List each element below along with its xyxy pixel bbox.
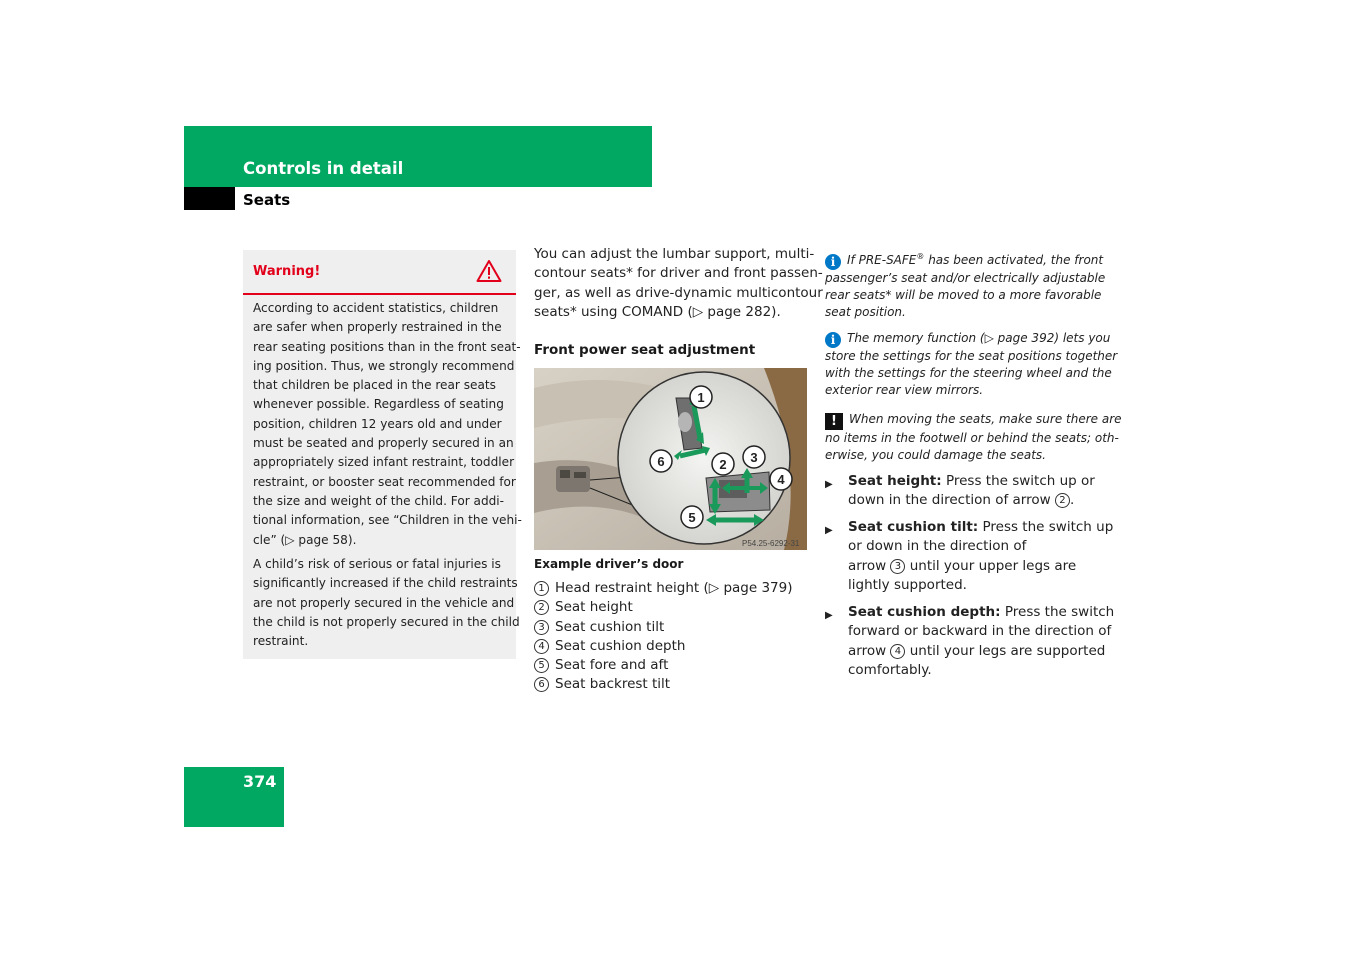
subsection-title: Seats: [243, 191, 291, 209]
info-note-presafe: [825, 249, 1105, 320]
bullet-text: arrow: [848, 558, 891, 574]
figure-caption: Example driver’s door: [534, 557, 684, 571]
bullet-seat-cushion-tilt: [825, 518, 1114, 598]
legend-text: Seat backrest tilt: [555, 676, 671, 692]
bullet-text: arrow: [848, 643, 891, 659]
legend-text: Seat height: [555, 599, 633, 615]
warning-box: [243, 250, 522, 659]
legend-item: [534, 599, 633, 615]
info-icon: i: [825, 332, 841, 348]
subsection-tab: [184, 187, 235, 210]
warning-paragraph-1: According to accident statistics, children are safer when properly restrained in the rear seating positions than in the front seat- ing position. Thus, we strongly recommend that children be placed in the rear seats whenever possible. Regardless of seating position, children 12 years old and under must be seated and properly secured in an appropriately sized infant restraint, toddler restraint, or booster seat recommended for the size and weight of the child. For addi- tional information, see “Children in the vehi- cle” (▷ page 58).: [253, 301, 522, 547]
legend-item: [534, 638, 685, 654]
callout-label-4: 4: [777, 472, 785, 487]
bullet-text: Press the switch up or: [941, 473, 1095, 489]
arrow-number: 4: [890, 644, 905, 659]
bullet-line: [848, 518, 1113, 537]
callout-label-6: 6: [657, 454, 665, 469]
caution-note-seats: [825, 411, 1122, 464]
bullet-line: comfortably.: [848, 662, 932, 678]
intro-text: You can adjust the lumbar support, multi- contour seats* for driver and front passen- ger, as well as drive-dynamic multicontour seats* using COMAND (▷ page 282).: [534, 246, 823, 321]
legend-number: 4: [534, 639, 549, 654]
bullet-text: until your legs are supported: [905, 643, 1106, 659]
legend-item: [534, 619, 664, 635]
bullet-arrow-icon: ▶: [825, 525, 833, 536]
bullet-line: [848, 642, 1105, 661]
legend-item: [534, 580, 793, 596]
note-text: has been activated, the front passenger’s seat and/or electrically adjustable rear seats* will be moved to a more favorable seat position.: [825, 253, 1106, 319]
legend-text: Head restraint height (▷ page 379): [555, 580, 793, 596]
legend-number: 6: [534, 677, 549, 692]
legend-item: [534, 676, 670, 692]
figure-code: P54.25-6292-31: [742, 539, 800, 548]
note-text: When moving the seats, make sure there are no items in the footwell or behind the seats; oth- erwise, you could damage the seats.: [825, 412, 1122, 462]
note-text: The memory function (▷ page 392) lets you store the settings for the seat positions together with the settings for the steering wheel and the exterior rear view mirrors.: [825, 331, 1118, 397]
bullet-text: until your upper legs are: [905, 558, 1077, 574]
exclamation-icon: !: [825, 413, 843, 430]
bullet-text: Press the switch: [1000, 604, 1115, 620]
arrow-number: 2: [1055, 493, 1070, 508]
arrow-number: 3: [890, 559, 905, 574]
warning-paragraph-2: A child’s risk of serious or fatal injuries is significantly increased if the child restraints are not properly secured in the vehicle and the child is not properly secured in the child restraint.: [253, 557, 520, 649]
bullet-line: or down in the direction of: [848, 538, 1027, 554]
bullet-seat-height: [825, 472, 1110, 512]
callout-label-5: 5: [688, 510, 696, 525]
callout-label-2: 2: [719, 457, 727, 472]
seat-switch-figure: [534, 368, 807, 550]
bullet-line: [848, 491, 1074, 510]
legend-text: Seat cushion depth: [555, 638, 686, 654]
section-title: Controls in detail: [243, 159, 404, 178]
bullet-text: .: [1069, 492, 1075, 508]
warning-header: [243, 250, 516, 295]
info-note-memory: [825, 330, 1118, 398]
bullet-text: down in the direction of arrow: [848, 492, 1055, 508]
bullet-seat-cushion-depth: [825, 603, 1115, 683]
figure-heading: Front power seat adjustment: [534, 342, 756, 358]
warning-title: Warning!: [253, 264, 321, 279]
bullet-line: [848, 603, 1114, 622]
callout-label-3: 3: [750, 450, 758, 465]
seat-switch-illustration: [534, 368, 807, 550]
bullet-label: Seat cushion depth:: [848, 604, 1001, 620]
bullet-arrow-icon: ▶: [825, 610, 833, 621]
callout-label-1: 1: [697, 390, 705, 405]
legend-text: Seat cushion tilt: [555, 619, 665, 635]
legend-number: 2: [534, 600, 549, 615]
legend-item: [534, 657, 668, 673]
bullet-label: Seat cushion tilt:: [848, 519, 979, 535]
legend-number: 3: [534, 620, 549, 635]
legend-number: 5: [534, 658, 549, 673]
note-text: If PRE-SAFE: [847, 253, 917, 267]
bullet-line: [848, 557, 1076, 576]
bullet-label: Seat height:: [848, 473, 942, 489]
warning-triangle-icon: [476, 259, 502, 283]
legend-number: 1: [534, 581, 549, 596]
legend-text: Seat fore and aft: [555, 657, 669, 673]
page-number: 374: [243, 772, 277, 791]
bullet-text: Press the switch up: [978, 519, 1114, 535]
bullet-line: forward or backward in the direction of: [848, 623, 1112, 639]
registered-mark: ®: [916, 252, 925, 261]
bullet-line: lightly supported.: [848, 577, 967, 593]
bullet-arrow-icon: ▶: [825, 479, 833, 490]
bullet-line: [848, 472, 1095, 491]
info-icon: i: [825, 254, 841, 270]
